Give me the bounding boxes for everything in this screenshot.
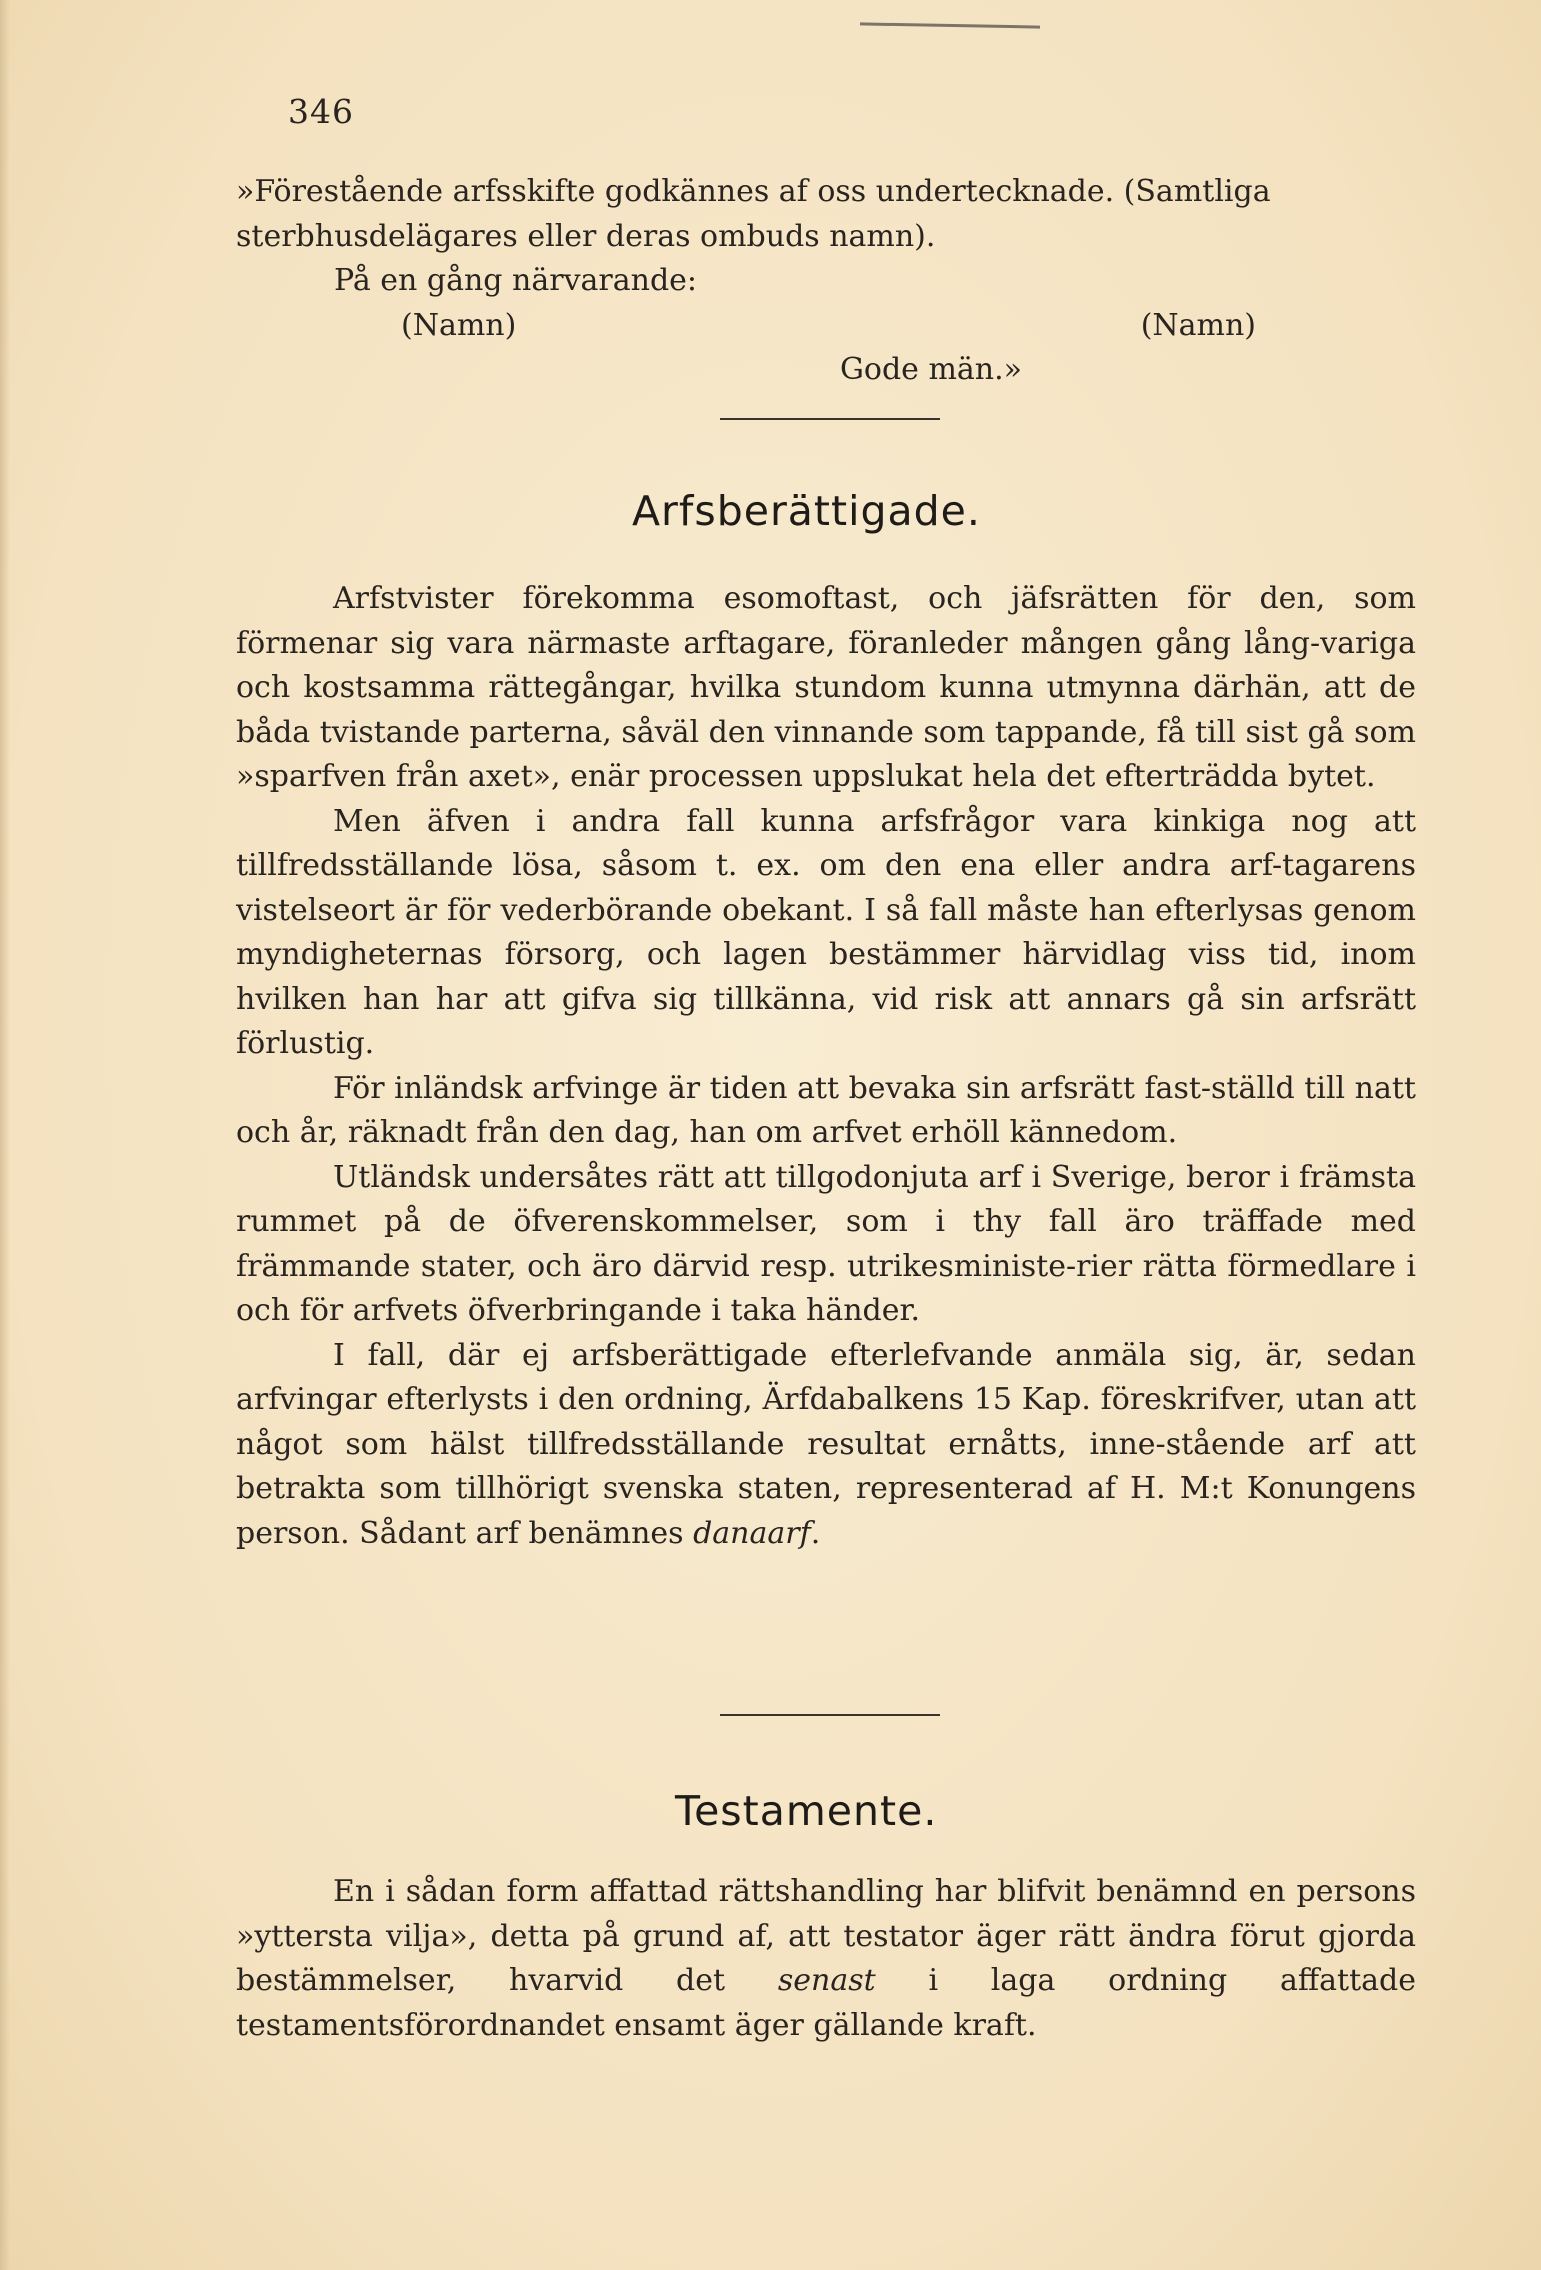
page-number: 346 <box>288 92 354 131</box>
paragraph: Men äfven i andra fall kunna arfsfrågor vara kinkiga nog att tillfredsställande lösa, såsom t. ex. om den ena eller andra arf-tagarens vistelseort är för vederbörande obekant. I så fall måste han efterlysas genom myndigheternas försorg, och lagen bestämmer härvidlag viss tid, inom hvilken han har att gifva sig tillkänna, vid risk att annars gå sin arfsrätt förlustig. <box>236 803 1416 1061</box>
section-heading-testamente: Testamente. <box>675 1787 938 1835</box>
signature-row <box>236 304 1416 349</box>
page-edge-shadow <box>0 0 10 2270</box>
gode-man-line: Gode män.» <box>839 352 1023 387</box>
quote-line-3: På en gång närvarande: <box>334 263 698 298</box>
paragraph-text: I fall, där ej arfsberättigade efterlefvande anmäla sig, är, sedan arfvingar efterlysts i den ordning, Ärfdabalkens 15 Kap. föreskrifver, utan att något som hälst tillfredsställande resultat ernåtts, inne-stående arf att betrakta som tillhörigt svenska staten, representerad af H. M:t Konungens person. Sådant arf benämnes <box>236 1337 1416 1551</box>
paragraph: Arfstvister förekomma esomoftast, och jäfsrätten för den, som förmenar sig vara närmaste arftagare, föranleder mången gång lång-variga och kostsamma rättegångar, hvilka stundom kunna utmynna därhän, att de båda tvistande parterna, såväl den vinnande som tappande, få till sist gå som »sparfven från axet», enär processen uppslukat hela det efterträdda bytet. <box>236 581 1416 794</box>
paragraph-testamente <box>236 1870 1416 2048</box>
name-placeholder-right: (Namn) <box>1140 307 1256 343</box>
paragraph-text: En i sådan form affattad rättshandling har blifvit benämnd en persons »yttersta vilja», detta på grund af, att testator äger rätt ändra förut gjorda bestämmelser, hvarvid det <box>236 1874 1416 1998</box>
page-tear-mark <box>860 0 1040 29</box>
paragraph-end: . <box>810 1515 821 1551</box>
emphasis-term: senast <box>777 1963 876 1998</box>
paragraph: För inländsk arfvinge är tiden att bevaka sin arfsrätt fast-ställd till natt och år, räknadt från den dag, han om arfvet erhöll kännedom. <box>236 1070 1416 1150</box>
approval-quote <box>236 170 1416 393</box>
quote-line-2: sterbhusdelägares eller deras ombuds namn). <box>236 218 936 254</box>
section-divider <box>720 418 940 420</box>
quote-line-1: »Förestående arfsskifte godkännes af oss undertecknade. (Samtliga <box>236 174 1271 209</box>
paragraph-danaarf <box>236 1334 1416 1557</box>
section-body-arfsberattigade <box>236 577 1416 1556</box>
section-body-testamente <box>236 1870 1416 2048</box>
emphasis-term: danaarf <box>693 1515 811 1551</box>
paragraph-end: i laga ordning affattade testamentsförordnandet ensamt äger gällande kraft. <box>236 1963 1416 2043</box>
section-divider <box>720 1714 940 1716</box>
name-placeholder-left: (Namn) <box>401 307 517 343</box>
paragraph: Utländsk undersåtes rätt att tillgodonjuta arf i Sverige, beror i främsta rummet på de öfverenskommelser, som i thy fall äro träffade med främmande stater, och äro därvid resp. utrikesministe-rier rätta förmedlare i och för arfvets öfverbringande i taka händer. <box>236 1159 1416 1328</box>
section-heading-arfsberattigade: Arfsberättigade. <box>632 487 981 535</box>
